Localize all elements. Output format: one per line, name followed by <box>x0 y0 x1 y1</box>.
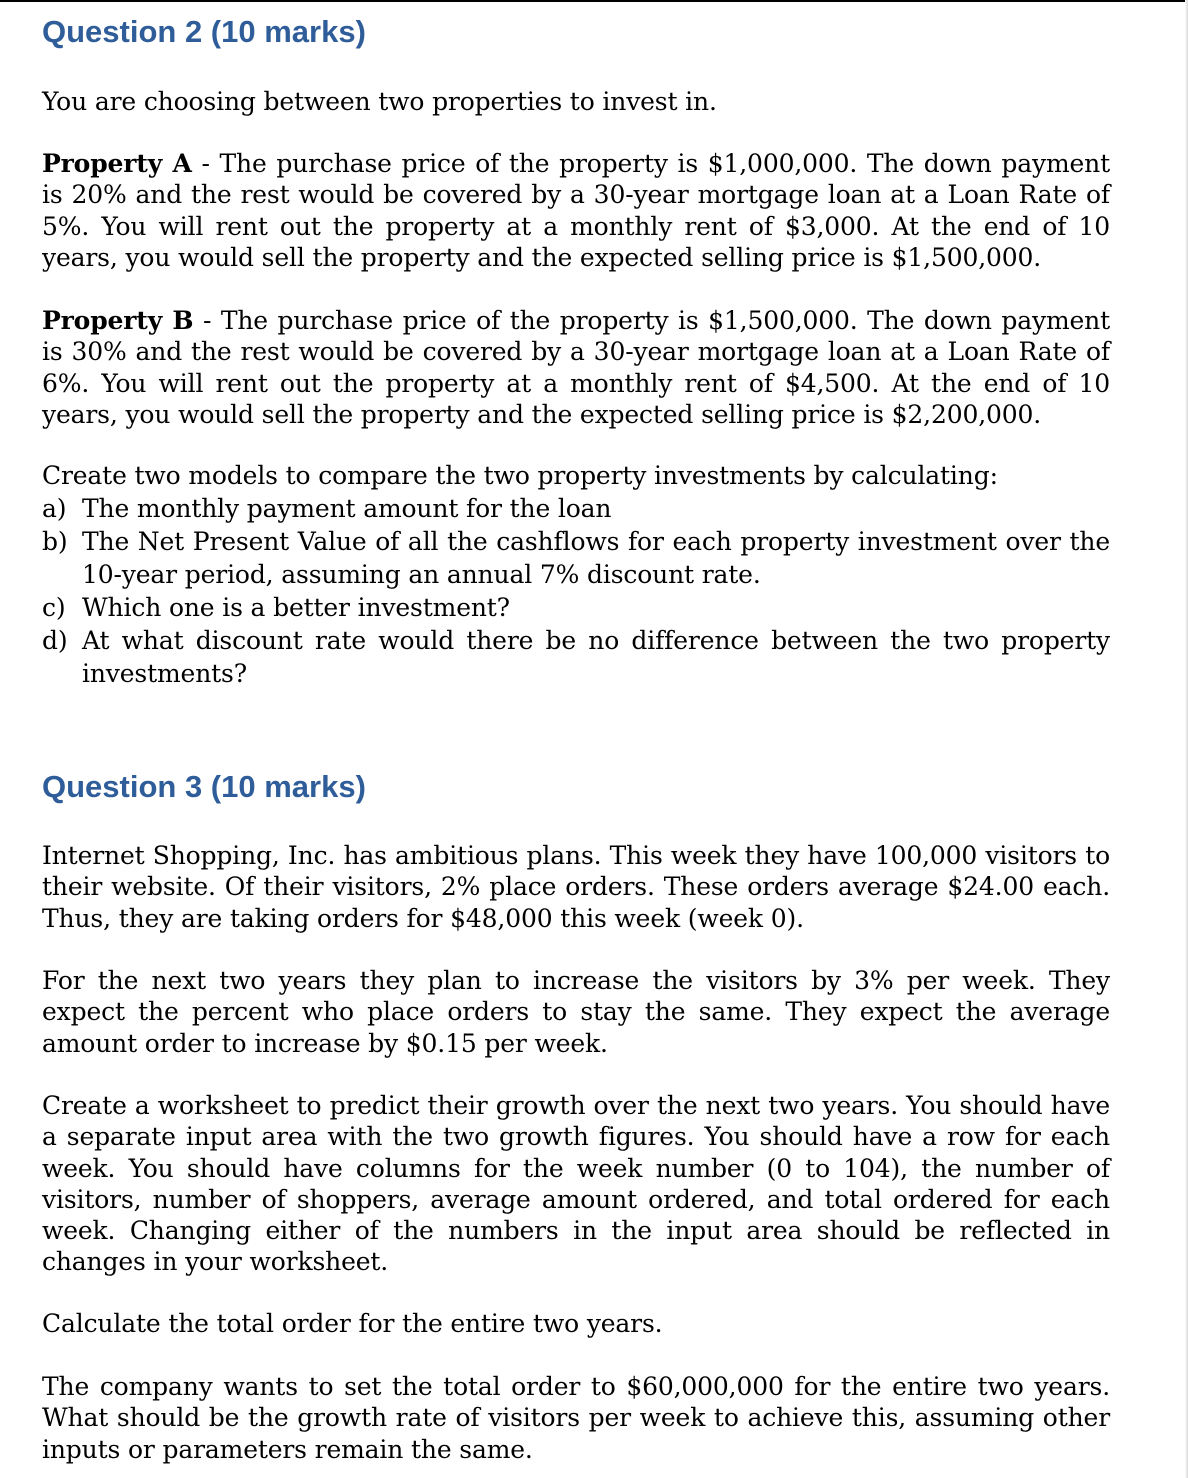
question-2-heading: Question 2 (10 marks) <box>42 14 366 49</box>
list-item-text: The monthly payment amount for the loan <box>82 494 612 523</box>
question-3-paragraph-3: Create a worksheet to predict their growth over the next two years. You should have a separate input area with the two growth figures. You should have a row for each week. You should have columns for the week number (0 to 104), the number of visitors, number of shoppers, average amount ordered, and total ordered for each week. Changing either of the numbers in the input area should be reflected in changes in your worksheet. <box>42 1091 1110 1277</box>
list-item <box>42 591 1110 624</box>
property-a-paragraph <box>42 148 1110 273</box>
list-marker: d) <box>42 626 68 655</box>
property-a-label: Property A <box>42 149 192 178</box>
question-3-paragraph-2: For the next two years they plan to increase the visitors by 3% per week. They expect the percent who place orders to stay the same. They expect the average amount order to increase by $0.15 per week. <box>42 966 1110 1058</box>
list-item <box>42 525 1110 591</box>
task-list <box>42 492 1110 690</box>
top-border <box>0 0 1188 2</box>
list-item <box>42 624 1110 690</box>
list-item <box>42 492 1110 525</box>
task-intro: Create two models to compare the two property investments by calculating: <box>42 461 998 490</box>
question-3-paragraph-1: Internet Shopping, Inc. has ambitious plans. This week they have 100,000 visitors to their website. Of their visitors, 2% place orders. These orders average $24.00 each. Thus, they are taking orders for $48,000 this week (week 0). <box>42 841 1110 933</box>
question-3-paragraph-5: The company wants to set the total order to $60,000,000 for the entire two years. What should be the growth rate of visitors per week to achieve this, assuming other inputs or parameters remain the same. <box>42 1372 1110 1464</box>
property-b-text: - The purchase price of the property is $1,500,000. The down payment is 30% and the rest would be covered by a 30-year mortgage loan at a Loan Rate of 6%. You will rent out the property at a monthly rent of $4,500. At the end of 10 years, you would sell the property and the expected selling price is $2,200,000. <box>42 306 1110 429</box>
question-3-heading: Question 3 (10 marks) <box>42 769 366 804</box>
question-3-paragraph-4: Calculate the total order for the entire two years. <box>42 1309 663 1338</box>
list-item-text: At what discount rate would there be no difference between the two property investments? <box>82 626 1110 688</box>
list-marker: b) <box>42 527 68 556</box>
list-marker: c) <box>42 593 66 622</box>
property-b-paragraph <box>42 305 1110 430</box>
property-b-label: Property B <box>42 306 194 335</box>
question-2-intro: You are choosing between two properties to invest in. <box>42 87 717 116</box>
property-a-text: - The purchase price of the property is $1,000,000. The down payment is 20% and the rest would be covered by a 30-year mortgage loan at a Loan Rate of 5%. You will rent out the property at a monthly rent of $3,000. At the end of 10 years, you would sell the property and the expected selling price is $1,500,000. <box>42 149 1110 272</box>
list-marker: a) <box>42 494 67 523</box>
list-item-text: The Net Present Value of all the cashflows for each property investment over the 10-year period, assuming an annual 7% discount rate. <box>82 527 1110 589</box>
list-item-text: Which one is a better investment? <box>82 593 510 622</box>
